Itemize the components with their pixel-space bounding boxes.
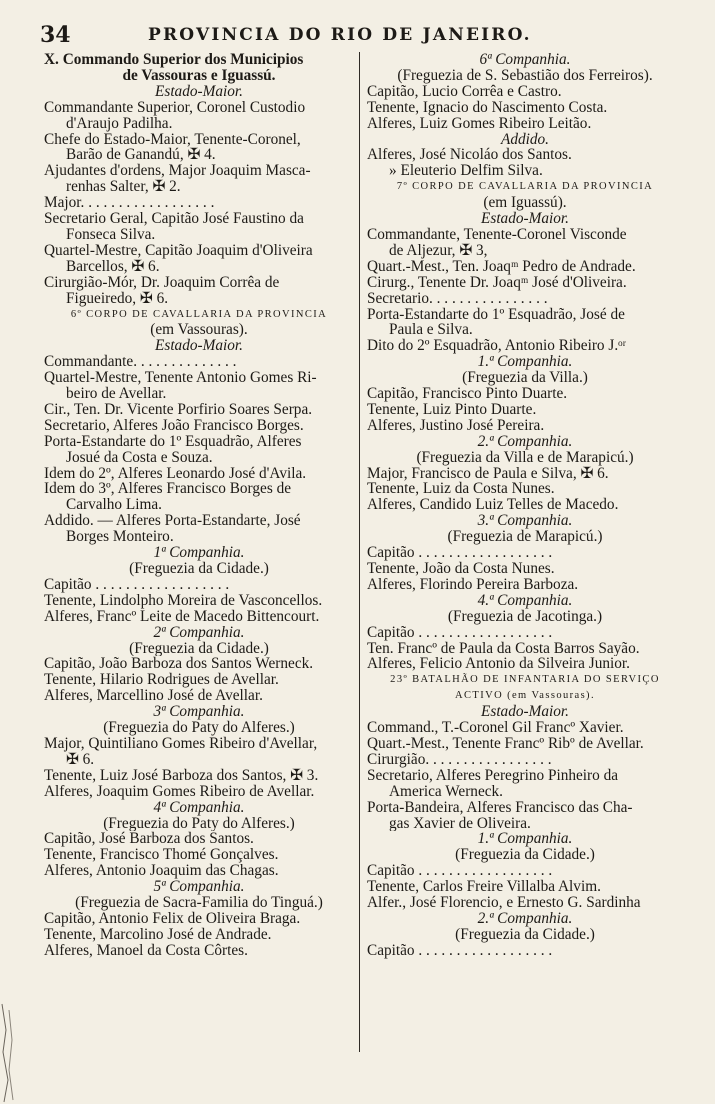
text-line: Barão de Ganandú, ✠ 4. — [66, 147, 216, 164]
text-line: 6º CORPO DE CAVALLARIA DA PROVINCIA — [70, 308, 328, 320]
text-line: (Freguezia de Marapicú.) — [447, 529, 603, 546]
text-line: Capitão . . . . . . . . . . . . . . . . . . — [367, 624, 553, 641]
text-line: (Freguezia da Cidade.) — [129, 561, 269, 577]
text-line: (Freguezia de Jacotinga.) — [447, 608, 603, 625]
right-column — [367, 52, 683, 959]
text-line: Cirurgião. . . . . . . . . . . . . . . . . — [367, 751, 552, 768]
text-line: Alferes, José Nicoláo dos Santos. — [367, 147, 572, 164]
text-line: Capitão . . . . . . . . . . . . . . . . . . — [367, 942, 553, 959]
text-line: Borges Monteiro. — [66, 529, 174, 546]
text-line: Ajudantes d'ordens, Major Joaquim Masca- — [44, 163, 311, 180]
text-line: (Freguezia de S. Sebastião dos Ferreiros). — [397, 67, 653, 84]
text-line: Estado-Maior. — [155, 83, 243, 100]
text-line: (em Iguassú). — [483, 195, 567, 212]
text-line: Tenente, Hilario Rodrigues de Avellar. — [44, 672, 279, 689]
text-line: (em Vassouras). — [150, 322, 248, 339]
text-line: Capitão, Antonio Felix de Oliveira Braga. — [44, 910, 301, 927]
text-line: » Eleuterio Delfim Silva. — [389, 163, 543, 180]
text-line: 2.ª Companhia. — [477, 910, 573, 927]
text-line: Porta-Estandarte do 1º Esquadrão, Alferes — [44, 433, 302, 450]
text-line: Alferes, Justino José Pereira. — [367, 417, 545, 434]
text-line: Commandante, Tenente-Coronel Visconde — [367, 226, 627, 243]
text-line: Command., T.-Coronel Gil Francº Xavier. — [367, 720, 624, 736]
text-line: Tenente, Ignacio do Nascimento Costa. — [367, 99, 608, 116]
text-line: Quartel-Mestre, Capitão Joaquim d'Oliveira — [44, 242, 313, 259]
text-line: Addido. — [500, 131, 549, 148]
text-line: de Vassouras e Iguassú. — [122, 67, 276, 84]
text-line: Major, Quintiliano Gomes Ribeiro d'Avellar, — [44, 735, 318, 752]
text-line: Secretario Geral, Capitão José Faustino da — [44, 211, 304, 227]
text-line: d'Araujo Padilha. — [66, 115, 173, 132]
page-title: PROVINCIA DO RIO DE JANEIRO. — [148, 25, 532, 45]
text-line: Barcellos, ✠ 6. — [66, 258, 160, 275]
text-line: Capitão . . . . . . . . . . . . . . . . . . — [44, 576, 230, 593]
text-line: Carvalho Lima. — [66, 497, 163, 514]
text-line: Alferes, Florindo Pereira Barboza. — [367, 576, 579, 593]
text-line: Alferes, Francº Leite de Macedo Bittencourt. — [44, 608, 320, 625]
text-line: 1.ª Companhia. — [477, 831, 573, 848]
text-line: Quart.-Mest., Ten. Joaqᵐ Pedro de Andrade. — [367, 258, 636, 275]
text-line: Major. . . . . . . . . . . . . . . . . . — [44, 195, 215, 212]
text-line: Alfer., José Florencio, e Ernesto G. Sardinha — [367, 895, 641, 911]
text-line: beiro de Avellar. — [66, 386, 167, 402]
text-line: (Freguezia da Villa e de Marapicú.) — [416, 449, 634, 466]
text-line: 1.ª Companhia. — [477, 354, 573, 371]
column-divider — [359, 52, 360, 1052]
text-line: Alferes, Candido Luiz Telles de Macedo. — [367, 497, 619, 514]
text-line: Quartel-Mestre, Tenente Antonio Gomes Ri- — [44, 370, 317, 387]
text-line: Cirurg., Tenente Dr. Joaqᵐ José d'Oliveira. — [367, 274, 627, 291]
text-line: Tenente, Luiz da Costa Nunes. — [367, 481, 555, 498]
text-line: renhas Salter, ✠ 2. — [66, 179, 181, 196]
text-line: Cirurgião-Mór, Dr. Joaquim Corrêa de — [44, 274, 280, 291]
text-line: 1ª Companhia. — [153, 545, 245, 561]
text-line: Paula e Silva. — [389, 322, 473, 339]
text-line: Porta-Estandarte do 1º Esquadrão, José de — [367, 306, 625, 323]
text-line: Alferes, Felicio Antonio da Silveira Junior. — [367, 656, 630, 673]
text-line: (Freguezia do Paty do Alferes.) — [103, 720, 295, 736]
text-line: 3ª Companhia. — [153, 704, 245, 721]
text-line: 4.ª Companhia. — [477, 592, 573, 609]
text-line: Major, Francisco de Paula e Silva, ✠ 6. — [367, 465, 609, 482]
text-line: 5ª Companhia. — [153, 879, 245, 896]
text-line: (Freguezia de Sacra-Familia do Tinguá.) — [75, 895, 323, 911]
text-line: Commandante. . . . . . . . . . . . . . — [44, 354, 237, 371]
text-line: Tenente, Lindolpho Moreira de Vasconcellos. — [44, 592, 323, 609]
text-line: Capitão, Lucio Corrêa e Castro. — [367, 83, 562, 100]
text-line: Alferes, Joaquim Gomes Ribeiro de Avellar. — [44, 783, 315, 800]
text-line: Alferes, Antonio Joaquim das Chagas. — [44, 863, 279, 880]
text-line: Tenente, Luiz José Barboza dos Santos, ✠ 3. — [44, 767, 319, 784]
text-line: Alferes, Marcellino José de Avellar. — [44, 688, 263, 705]
text-line: 7º CORPO DE CAVALLARIA DA PROVINCIA — [396, 181, 654, 193]
text-line: Tenente, Francisco Thomé Gonçalves. — [44, 847, 279, 864]
text-line: Tenente, João da Costa Nunes. — [367, 561, 555, 577]
text-line: 2.ª Companhia. — [477, 433, 573, 450]
text-line: Capitão, João Barboza dos Santos Werneck. — [44, 656, 314, 673]
text-line: Addido. — Alferes Porta-Estandarte, José — [44, 513, 301, 530]
text-line: Estado-Maior. — [481, 211, 569, 227]
text-line: Porta-Bandeira, Alferes Francisco das Cha- — [367, 799, 633, 816]
text-line: X. Commando Superior dos Municipios — [44, 52, 304, 68]
text-line: gas Xavier de Oliveira. — [389, 815, 531, 832]
text-line: Figueiredo, ✠ 6. — [66, 290, 169, 307]
text-line: (Freguezia da Cidade.) — [129, 640, 269, 657]
text-line: Capitão . . . . . . . . . . . . . . . . . . — [367, 545, 553, 561]
text-line: America Werneck. — [389, 783, 504, 800]
text-line: Commandante Superior, Coronel Custodio — [44, 99, 306, 116]
text-line: Estado-Maior. — [155, 338, 243, 355]
text-line: Quart.-Mest., Tenente Francº Ribº de Avellar. — [367, 735, 644, 752]
text-line: 3.ª Companhia. — [477, 513, 573, 530]
page-number: 34 — [40, 22, 71, 48]
text-line: Idem do 3º, Alferes Francisco Borges de — [44, 481, 292, 498]
text-line: Dito do 2º Esquadrão, Antonio Ribeiro J.ᵒʳ — [367, 338, 626, 355]
text-line: Tenente, Marcolino José de Andrade. — [44, 926, 272, 943]
text-line: Alferes, Manoel da Costa Côrtes. — [44, 942, 248, 959]
text-line: 2ª Companhia. — [153, 624, 245, 641]
text-line: (Freguezia da Villa.) — [462, 370, 588, 387]
text-line: Tenente, Carlos Freire Villalba Alvim. — [367, 879, 601, 896]
text-line: de Aljezur, ✠ 3, — [389, 242, 488, 259]
page-header — [0, 0, 715, 48]
text-line: Secretario. . . . . . . . . . . . . . . . — [367, 290, 548, 307]
text-line: Estado-Maior. — [481, 704, 569, 721]
text-line: Capitão, José Barboza dos Santos. — [44, 831, 254, 848]
text-line: Capitão, Francisco Pinto Duarte. — [367, 386, 568, 402]
page-edge-binding-mark — [0, 1000, 18, 1104]
text-line: (Freguezia do Paty do Alferes.) — [103, 815, 295, 832]
text-line: Tenente, Luiz Pinto Duarte. — [367, 401, 537, 418]
text-line: Capitão . . . . . . . . . . . . . . . . . . — [367, 863, 553, 880]
text-line: Idem do 2º, Alferes Leonardo José d'Avila. — [44, 465, 307, 482]
text-line: Cir., Ten. Dr. Vicente Porfirio Soares Serpa. — [44, 401, 313, 418]
text-line: ACTIVO (em Vassouras). — [455, 690, 595, 702]
text-line: Chefe do Estado-Maior, Tenente-Coronel, — [44, 131, 301, 148]
text-line: 23º BATALHÃO DE INFANTARIA DO SERVIÇO — [390, 674, 660, 686]
left-column — [44, 52, 354, 959]
text-line: ✠ 6. — [66, 751, 95, 768]
text-line: 6ª Companhia. — [479, 52, 571, 68]
text-line: Fonseca Silva. — [66, 226, 156, 243]
text-line: 4ª Companhia. — [153, 799, 245, 816]
text-line: Secretario, Alferes Peregrino Pinheiro da — [367, 767, 619, 784]
text-line: Josué da Costa e Souza. — [66, 449, 213, 466]
text-line: Secretario, Alferes João Francisco Borges. — [44, 417, 304, 434]
text-line: Alferes, Luiz Gomes Ribeiro Leitão. — [367, 115, 592, 132]
text-line: (Freguezia da Cidade.) — [455, 926, 595, 943]
text-line: Ten. Francº de Paula da Costa Barros Sayão. — [367, 640, 640, 657]
text-line: (Freguezia da Cidade.) — [455, 847, 595, 864]
